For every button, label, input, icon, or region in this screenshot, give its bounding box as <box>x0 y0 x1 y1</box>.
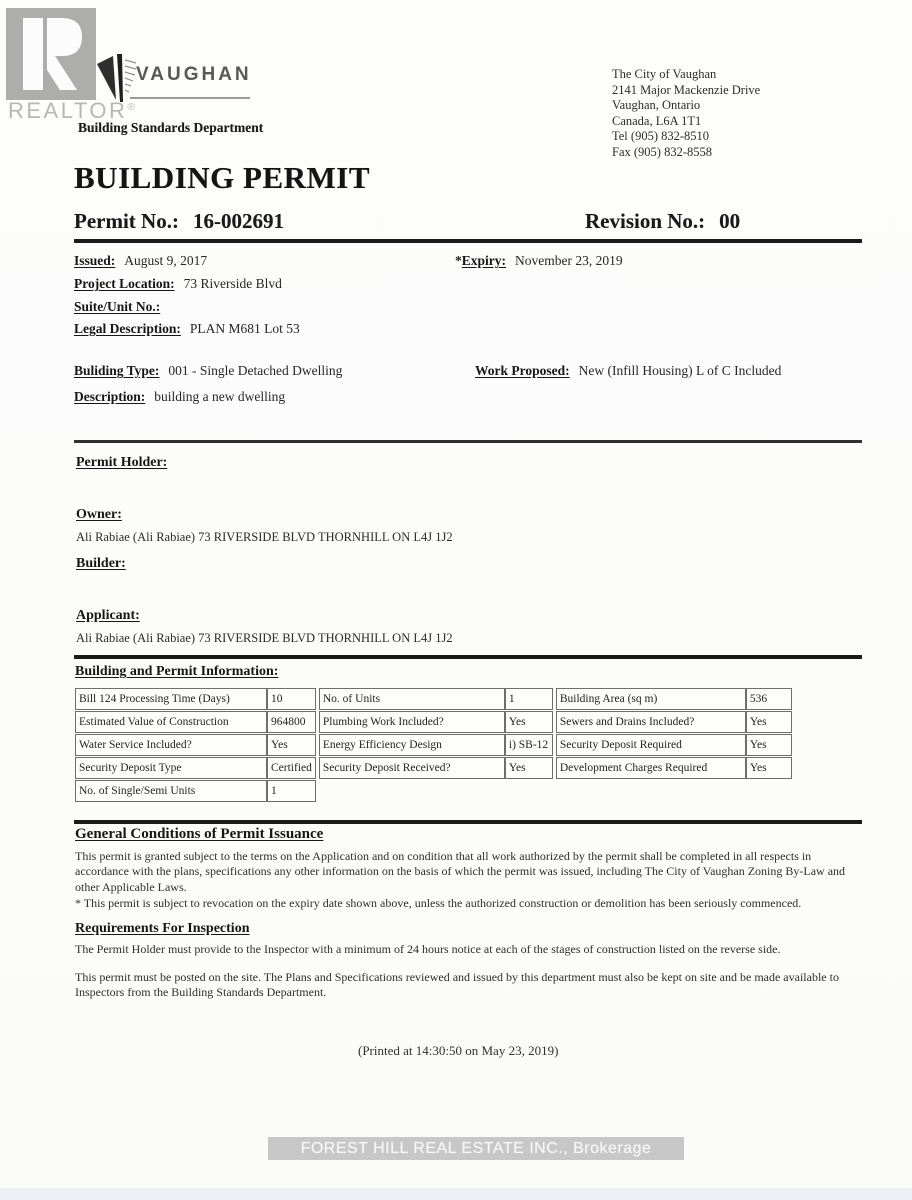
project-location-field <box>74 276 282 292</box>
table-row <box>556 734 792 756</box>
building-info-table-group-3 <box>556 687 792 780</box>
brokerage-watermark: FOREST HILL REAL ESTATE INC., Brokerage <box>268 1137 684 1160</box>
table-cell-label: Sewers and Drains Included? <box>556 711 746 733</box>
horizontal-rule <box>74 440 862 443</box>
table-cell-value: i) SB-12 <box>505 734 553 756</box>
building-info-tables <box>75 687 792 803</box>
table-row <box>319 734 553 756</box>
horizontal-rule <box>74 820 862 824</box>
work-proposed-label: Work Proposed: <box>475 363 570 378</box>
table-cell-label: Security Deposit Type <box>75 757 267 779</box>
work-proposed-value: New (Infill Housing) L of C Included <box>578 363 782 378</box>
expiry-field <box>455 253 623 269</box>
expiry-label: Expiry: <box>461 253 507 268</box>
legal-description-value: PLAN M681 Lot 53 <box>189 321 300 336</box>
issued-label: Issued: <box>74 253 116 268</box>
vaughan-logo-underline <box>130 97 250 99</box>
issued-value: August 9, 2017 <box>124 253 208 268</box>
table-cell-value: Yes <box>267 734 316 756</box>
table-cell-value: Certified <box>267 757 316 779</box>
permit-number <box>74 209 284 234</box>
table-cell-label: Water Service Included? <box>75 734 267 756</box>
table-row <box>319 757 553 779</box>
address-line: Tel (905) 832-8510 <box>612 129 710 144</box>
horizontal-rule <box>74 239 862 243</box>
permit-number-value: 16-002691 <box>192 209 284 233</box>
table-cell-value: Yes <box>746 734 792 756</box>
table-cell-label: Plumbing Work Included? <box>319 711 505 733</box>
expiry-value: November 23, 2019 <box>515 253 623 268</box>
inspection-notice: The Permit Holder must provide to the Inspector with a minimum of 24 hours notice at each of the stages of construction listed on the reverse side. <box>75 942 781 956</box>
registered-trademark-icon: ® <box>127 102 135 113</box>
description-field <box>74 389 285 405</box>
table-cell-value: Yes <box>505 711 553 733</box>
table-cell-value: Yes <box>505 757 553 779</box>
table-row <box>75 757 316 779</box>
table-cell-value: 1 <box>505 688 553 710</box>
address-line: Fax (905) 832-8558 <box>612 144 712 159</box>
inspection-heading: Requirements For Inspection <box>75 921 250 936</box>
description-value: building a new dwelling <box>154 389 286 404</box>
department-name: Building Standards Department <box>78 120 264 135</box>
table-cell-value: 964800 <box>267 711 316 733</box>
building-type-field <box>74 363 342 379</box>
table-cell-label: Development Charges Required <box>556 757 746 779</box>
address-line: The City of Vaughan <box>612 67 717 81</box>
table-cell-label: Security Deposit Received? <box>319 757 505 779</box>
document-title: BUILDING PERMIT <box>74 160 371 195</box>
table-cell-value: Yes <box>746 757 792 779</box>
table-cell-label: Security Deposit Required <box>556 734 746 756</box>
table-cell-label: Bill 124 Processing Time (Days) <box>75 688 267 710</box>
building-type-label: Buliding Type: <box>74 363 160 378</box>
table-row <box>319 711 553 733</box>
suite-unit-label: Suite/Unit No.: <box>74 299 161 314</box>
table-cell-label: Energy Efficiency Design <box>319 734 505 756</box>
legal-description-field <box>74 321 300 337</box>
table-row <box>75 780 316 802</box>
realtor-watermark <box>6 8 135 123</box>
table-cell-value: 536 <box>746 688 792 710</box>
permit-number-label: Permit No.: <box>74 209 179 233</box>
table-row <box>556 757 792 779</box>
building-info-table-group-2 <box>319 687 553 780</box>
table-row <box>75 711 316 733</box>
revocation-note: * This permit is subject to revocation on the expiry date shown above, unless the authorized construction or demolition has been seriously commenced. <box>75 896 802 910</box>
inspection-posting: This permit must be posted on the site. The Plans and Specifications reviewed and issued by this department must also be kept on site and be made available to Inspectors from the Building Standards Department. <box>75 970 839 1000</box>
expiry-asterisk: * <box>455 253 462 268</box>
printed-timestamp: (Printed at 14:30:50 on May 23, 2019) <box>358 1043 559 1058</box>
building-info-heading: Building and Permit Information: <box>75 664 279 679</box>
city-address-block <box>612 67 760 161</box>
table-cell-value: 10 <box>267 688 316 710</box>
horizontal-rule <box>74 655 862 659</box>
table-row <box>556 688 792 710</box>
issued-field <box>74 253 207 269</box>
table-row <box>75 734 316 756</box>
table-cell-label: Building Area (sq m) <box>556 688 746 710</box>
table-row <box>319 688 553 710</box>
building-type-value: 001 - Single Detached Dwelling <box>168 363 343 378</box>
general-conditions-body: This permit is granted subject to the terms on the Application and on condition that all work authorized by the permit shall be completed in all respects in accordance with the plans, specifications any other information on the basis of which the permit was issued, including The City of Vaughan Zoning By-Law and other Applicable Laws. <box>75 849 846 894</box>
work-proposed-field <box>475 363 781 379</box>
vaughan-v-mark-icon <box>96 52 136 102</box>
revision-number <box>585 209 740 234</box>
project-location-label: Project Location: <box>74 276 175 291</box>
table-cell-label: No. of Single/Semi Units <box>75 780 267 802</box>
table-cell-label: No. of Units <box>319 688 505 710</box>
applicant-value: Ali Rabiae (Ali Rabiae) 73 RIVERSIDE BLVD THORNHILL ON L4J 1J2 <box>76 631 453 645</box>
table-cell-value: 1 <box>267 780 316 802</box>
scan-edge-strip <box>0 1188 912 1200</box>
table-row <box>75 688 316 710</box>
realtor-logo-icon <box>6 8 96 100</box>
table-cell-value: Yes <box>746 711 792 733</box>
building-info-table-group-1 <box>75 687 316 803</box>
owner-heading: Owner: <box>76 507 122 522</box>
description-label: Description: <box>74 389 146 404</box>
address-line: Canada, L6A 1T1 <box>612 113 702 128</box>
revision-number-value: 00 <box>719 209 741 233</box>
permit-holder-heading: Permit Holder: <box>76 455 168 470</box>
project-location-value: 73 Riverside Blvd <box>183 276 282 291</box>
owner-value: Ali Rabiae (Ali Rabiae) 73 RIVERSIDE BLVD THORNHILL ON L4J 1J2 <box>76 530 453 544</box>
revision-number-label: Revision No.: <box>585 209 706 233</box>
realtor-label: REALTOR <box>8 98 128 123</box>
legal-description-label: Legal Description: <box>74 321 181 336</box>
general-conditions-heading: General Conditions of Permit Issuance <box>75 826 324 842</box>
builder-heading: Builder: <box>76 556 126 571</box>
suite-unit-field <box>74 299 169 315</box>
table-cell-label: Estimated Value of Construction <box>75 711 267 733</box>
applicant-heading: Applicant: <box>76 608 140 623</box>
vaughan-logo-text: VAUGHAN <box>136 64 252 85</box>
table-row <box>556 711 792 733</box>
address-line: 2141 Major Mackenzie Drive <box>612 82 761 97</box>
address-line: Vaughan, Ontario <box>612 98 701 113</box>
